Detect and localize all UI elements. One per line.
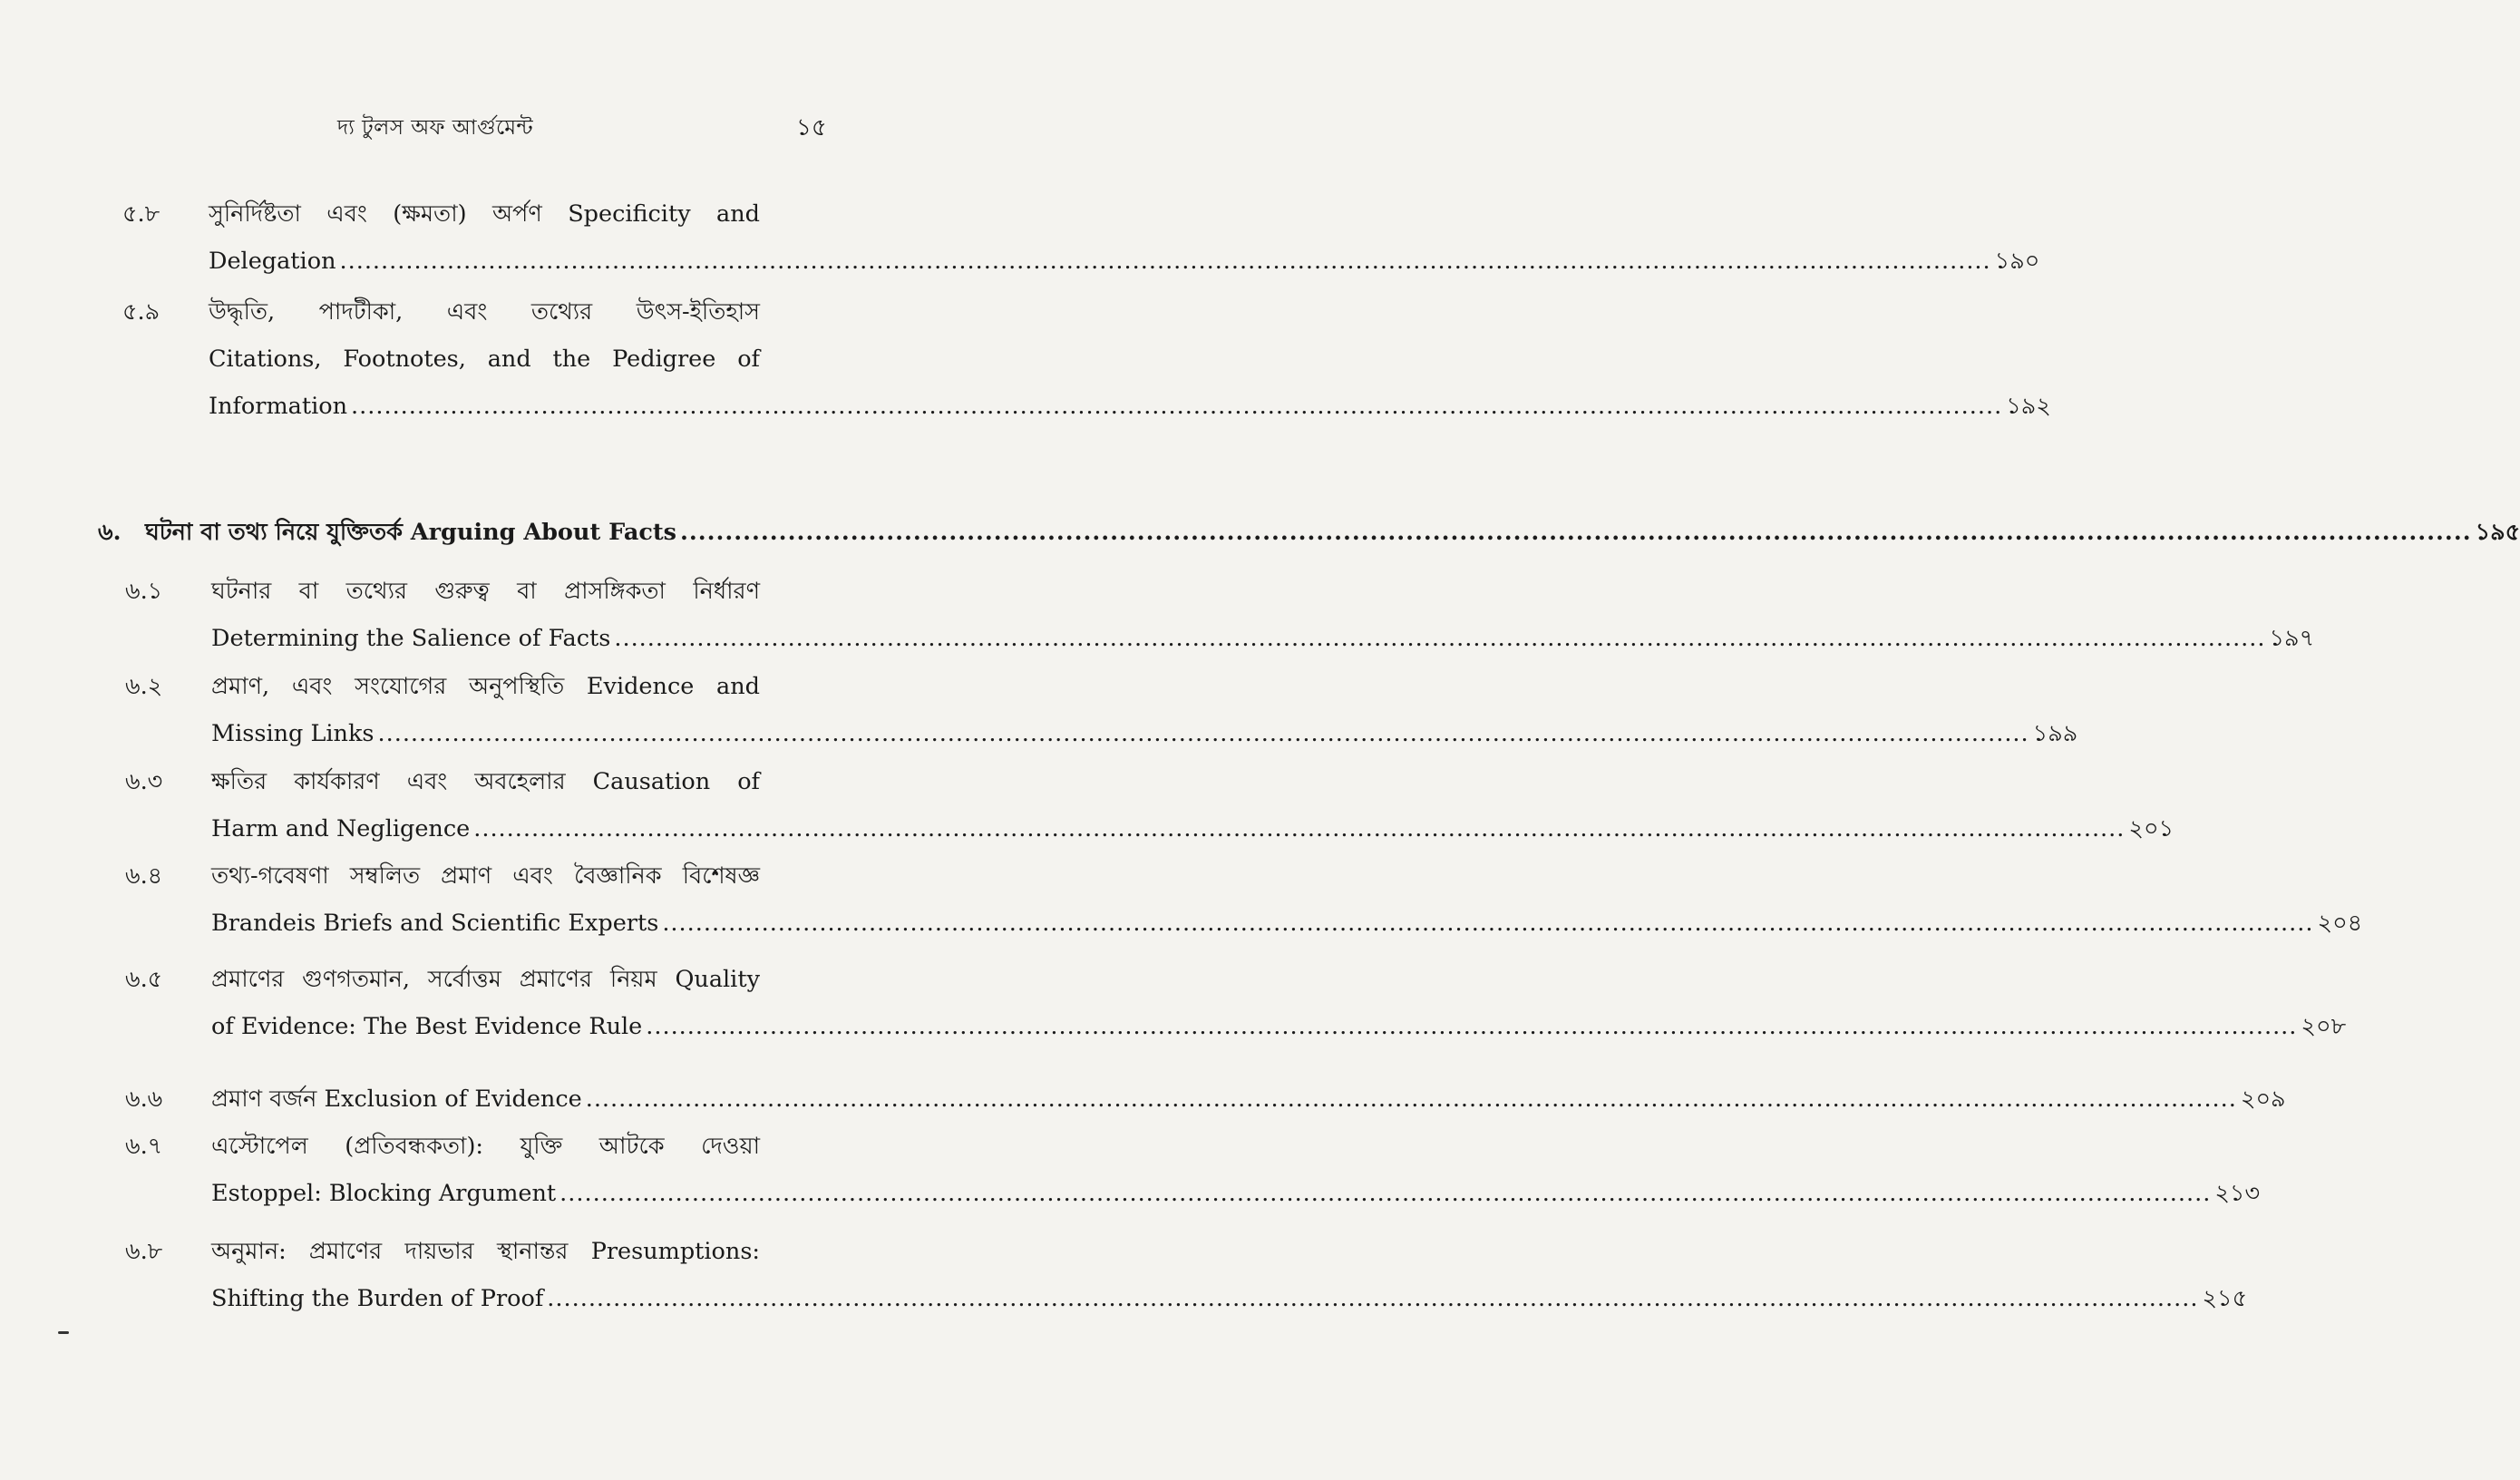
toc-entry-number: ৫.৯ [122,298,161,326]
toc-entry-last-line [211,805,2175,852]
toc-entry-last-line [209,383,2051,430]
dot-leader: ........................................................................................................................................................................................................ [339,248,1991,275]
dot-leader: ........................................................................................................................................................................................................ [585,1086,2237,1113]
toc-entry-last-line [211,1003,2347,1050]
dot-leader: ........................................................................................................................................................................................................ [377,720,2029,747]
page-number: ১৫ [796,114,827,141]
toc-entry-title-line: অনুমান: প্রমাণের দায়ভার স্থানান্তর Presumptions: [211,1238,760,1265]
dot-leader: ........................................................................................................................................................................................................ [547,1285,2199,1312]
toc-entry-page: ১৯২ [2006,393,2051,420]
toc-entry-title-line: ক্ষতির কার্যকারণ এবং অবহেলার Causation of [211,768,760,795]
toc-entry-number: ৬.২ [125,673,163,700]
ink-mark [58,1331,69,1334]
toc-entry-title: Information [209,393,348,420]
toc-entry-page: ২১৩ [2214,1180,2261,1207]
toc-entry-page: ১৯৭ [2269,625,2315,652]
toc-entry-title-line: Citations, Footnotes, and the Pedigree of [209,346,760,373]
toc-entry-number: ৫.৮ [122,200,161,228]
toc-entry-number: ৬.৫ [125,966,163,993]
dot-leader: ........................................................................................................................................................................................................ [559,1180,2212,1207]
toc-entry-number: ৬.৬ [125,1086,163,1113]
dot-leader: ........................................................................................................................................................................................................ [473,815,2126,842]
toc-entry-page: ২০৪ [2317,910,2363,937]
toc-entry-title-line: প্রমাণ, এবং সংযোগের অনুপস্থিতি Evidence and [211,673,760,700]
toc-entry-last-line [211,615,2315,662]
toc-entry-page: ২১৫ [2202,1285,2248,1312]
toc-entry-page: ২০১ [2128,815,2175,842]
toc-entry-title-line: তথ্য-গবেষণা সম্বলিত প্রমাণ এবং বৈজ্ঞানিক বিশেষজ্ঞ [211,862,760,890]
toc-entry-title: প্রমাণ বর্জন Exclusion of Evidence [211,1086,582,1113]
toc-entry-number: ৬. [98,519,122,546]
toc-entry-last-line [211,1170,2261,1217]
toc-entry-last-line [211,900,2363,947]
toc-entry-title-line: সুনির্দিষ্টতা এবং (ক্ষমতা) অর্পণ Specificity and [209,200,760,228]
toc-entry-title: Delegation [209,248,336,275]
dot-leader: ........................................................................................................................................................................................................ [614,625,2266,652]
toc-entry-title: of Evidence: The Best Evidence Rule [211,1013,643,1040]
toc-entry-page: ২০৮ [2301,1013,2347,1040]
dot-leader: ........................................................................................................................................................................................................ [351,393,2003,420]
toc-entry-title-line: এস্টোপেল (প্রতিবন্ধকতা): যুক্তি আটকে দেওয়া [211,1133,760,1160]
toc-entry-number: ৬.৭ [125,1133,163,1160]
toc-entry-title: Missing Links [211,720,375,747]
toc-entry-title: Determining the Salience of Facts [211,625,611,652]
dot-leader: ........................................................................................................................................................................................................ [646,1013,2298,1040]
toc-entry-title: ঘটনা বা তথ্য নিয়ে যুক্তিতর্ক Arguing About Facts [145,519,677,546]
dot-leader: ........................................................................................................................................................................................................ [680,519,2472,546]
toc-entry-number: ৬.১ [125,578,163,605]
toc-entry-page: ১৯০ [1994,248,2040,275]
toc-entry-number: ৬.৪ [125,862,163,890]
toc-entry-last-line [211,1076,2286,1123]
toc-entry-page: ১৯৫ [2475,519,2520,546]
toc-entry-title-line: উদ্ধৃতি, পাদটীকা, এবং তথ্যের উৎস-ইতিহাস [209,298,760,326]
toc-entry-title: Estoppel: Blocking Argument [211,1180,557,1207]
toc-entry-title: Shifting the Burden of Proof [211,1285,544,1312]
dot-leader: ........................................................................................................................................................................................................ [662,910,2314,937]
running-title: দ্য টুলস অফ আর্গুমেন্ট [337,116,534,140]
toc-entry-title-line: ঘটনার বা তথ্যের গুরুত্ব বা প্রাসঙ্গিকতা নির্ধারণ [211,578,760,605]
toc-entry-last-line [145,509,2520,556]
toc-entry-last-line [211,1275,2248,1322]
toc-entry-number: ৬.৩ [125,768,163,795]
toc-entry-title: Brandeis Briefs and Scientific Experts [211,910,659,937]
toc-entry-title-line: প্রমাণের গুণগতমান, সর্বোত্তম প্রমাণের নিয়ম Quality [211,966,760,993]
toc-entry-last-line [209,238,2040,285]
toc-entry-page: ২০৯ [2240,1086,2286,1113]
toc-entry-number: ৬.৮ [125,1238,163,1265]
toc-entry-page: ১৯৯ [2032,720,2078,747]
toc-entry-title: Harm and Negligence [211,815,471,842]
toc-entry-last-line [211,710,2078,757]
